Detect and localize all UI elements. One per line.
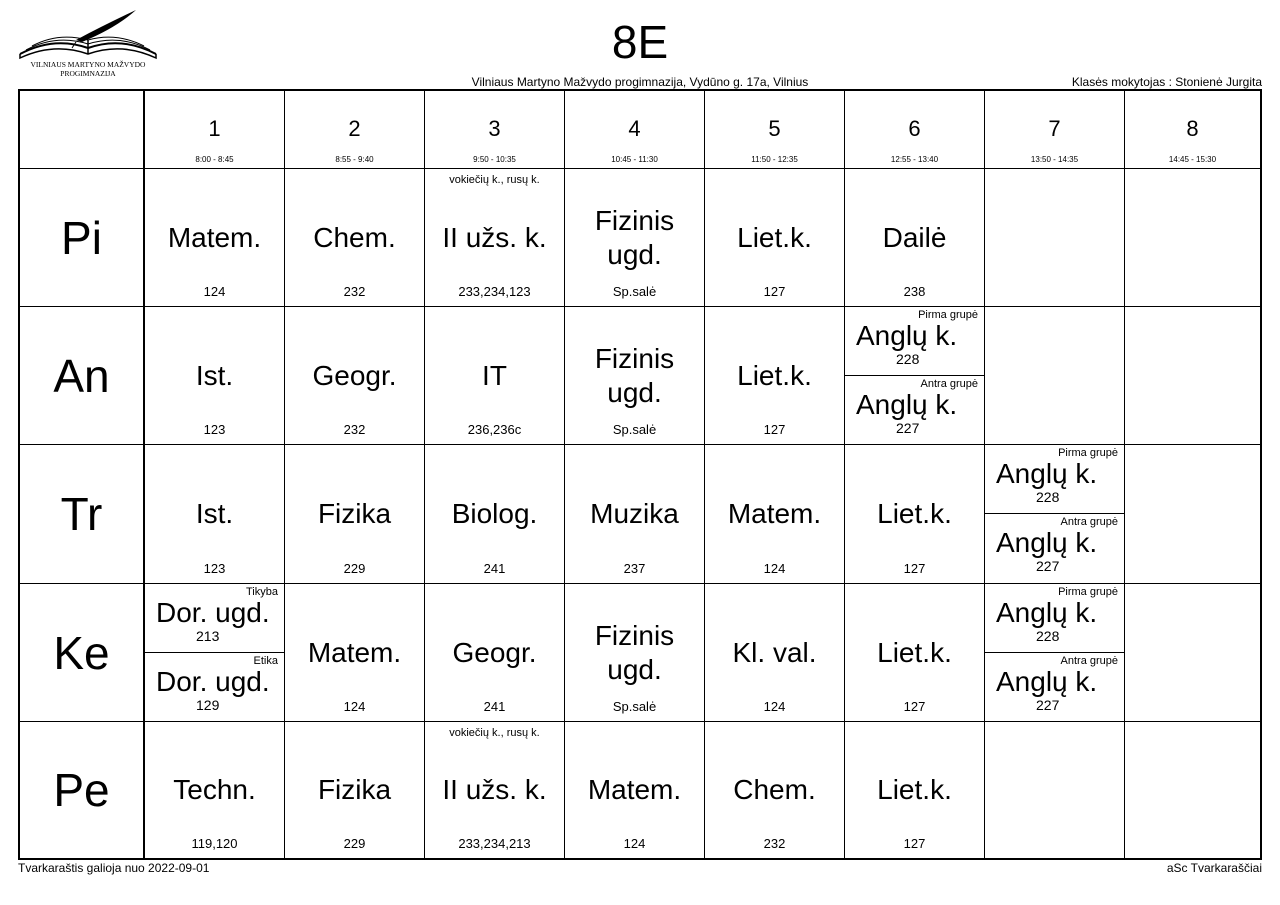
empty-cell [985,169,1125,307]
lesson-cell [565,445,705,584]
empty-cell [1125,445,1260,584]
room-number: 123 [203,422,226,437]
subject-name: Techn. [173,774,256,805]
subject-name: Chem. [733,774,816,805]
room-number: 241 [483,699,506,714]
room-number: 124 [203,284,226,299]
room-number: 227 [1036,558,1060,574]
room-number: 127 [903,836,926,851]
subject-name: Liet.k. [877,636,952,668]
room-number: 241 [483,561,506,576]
room-number: 129 [196,696,220,713]
room-number: 127 [763,284,786,299]
period-number: 1 [208,116,221,141]
subject-name: Liet.k. [737,221,812,253]
room-number: Sp.salė [612,422,657,437]
period-time: 14:45 - 15:30 [1168,155,1217,164]
subject-name: Ist. [195,498,234,529]
room-number: 213 [196,628,220,644]
day-label-cell [20,307,145,445]
subject-name: Fizinis ugd. [594,619,675,685]
lesson-note: vokiečių k., rusų k. [449,174,540,186]
lesson-cell [425,722,565,858]
valid-from-note: Tvarkaraštis galioja nuo 2022-09-01 [18,861,210,875]
period-time: 12:55 - 13:40 [890,155,939,164]
subject-name: Liet.k. [877,498,952,529]
group-name: Pirma grupė [1058,447,1118,459]
room-number: 123 [203,561,226,576]
lesson-cell [285,584,425,722]
subject-name: Matem. [587,774,682,805]
group-name: Tikyba [246,586,278,598]
room-number: 237 [623,561,646,576]
subject-name: Fizinis ugd. [594,342,675,408]
period-time: 11:50 - 12:35 [751,155,798,164]
day-name: An [53,349,110,402]
subject-name: Matem. [307,636,402,668]
empty-cell [1125,584,1260,722]
day-label-cell [20,584,145,722]
lesson-cell [145,307,285,445]
subject-name: Dor. ugd. [156,665,270,697]
subject-name: Geogr. [452,636,537,668]
timetable-grid [18,89,1262,860]
room-number: 232 [763,836,786,851]
subject-name: Chem. [313,221,396,253]
period-time: 13:50 - 14:35 [1030,155,1079,164]
lesson-cell [705,307,845,445]
room-number: Sp.salė [612,699,657,714]
period-number: 3 [488,116,501,141]
room-number: 127 [903,561,926,576]
subject-name: Ist. [195,359,234,391]
period-number: 6 [908,116,921,141]
period-time: 9:50 - 10:35 [473,155,516,164]
day-name: Pi [61,211,102,264]
lesson-cell-split [845,307,985,445]
period-header [565,91,705,169]
group-lesson [985,445,1124,514]
day-name: Ke [53,626,110,679]
empty-cell [985,307,1125,445]
subject-name: Matem. [167,221,262,253]
class-teacher-info: Klasės mokytojas : Stonienė Jurgita [1071,75,1262,89]
lesson-cell-split [985,584,1125,722]
period-header [1125,91,1260,169]
corner-cell [20,91,145,169]
lesson-cell [425,584,565,722]
period-header [845,91,985,169]
empty-cell [1125,169,1260,307]
lesson-cell [565,307,705,445]
software-credit: aSc Tvarkaraščiai [1166,861,1262,875]
class-title: 8E [611,16,669,68]
room-number: Sp.salė [612,284,657,299]
subject-name: Liet.k. [737,359,812,391]
subject-name: Dailė [882,221,947,253]
lesson-cell [845,169,985,307]
period-time: 10:45 - 11:30 [611,155,658,164]
lesson-cell [845,584,985,722]
subject-name: Kl. val. [732,636,817,668]
room-number: 233,234,213 [458,836,531,851]
subject-name: Anglų k. [996,458,1098,489]
room-number: 124 [763,561,786,576]
room-number: 227 [1036,696,1060,713]
group-lesson [985,514,1124,583]
subject-name: Anglų k. [996,597,1098,628]
period-number: 5 [768,116,781,141]
lesson-cell [705,445,845,584]
room-number: 233,234,123 [458,284,531,299]
lesson-cell [565,169,705,307]
subject-name: Anglų k. [856,320,958,351]
room-number: 236,236c [467,422,522,437]
lesson-cell [565,584,705,722]
subject-name: Dor. ugd. [156,597,270,628]
period-header [985,91,1125,169]
lesson-cell [145,169,285,307]
lesson-cell [145,722,285,858]
day-name: Tr [60,488,103,540]
lesson-cell [565,722,705,858]
group-name: Antra grupė [1060,654,1118,667]
room-number: 228 [1036,489,1060,505]
room-number: 232 [343,422,366,437]
group-name: Antra grupė [920,377,978,390]
lesson-cell [705,584,845,722]
room-number: 119,120 [191,836,238,851]
logo-text-line2: PROGIMNAZIJA [60,69,116,78]
group-lesson [845,376,984,445]
room-number: 227 [896,419,920,436]
group-name: Pirma grupė [918,309,978,321]
lesson-cell [285,445,425,584]
room-number: 238 [903,284,926,299]
logo-text-line1: VILNIAUS MARTYNO MAŽVYDO [30,60,146,69]
subject-name: IT [482,359,507,391]
subject-name: Geogr. [312,359,397,391]
lesson-cell-split [145,584,285,722]
group-lesson [985,653,1124,722]
day-label-cell [20,722,145,858]
room-number: 228 [896,351,920,367]
group-name: Pirma grupė [1058,586,1118,598]
lesson-note: vokiečių k., rusų k. [449,727,540,739]
group-name: Antra grupė [1060,516,1118,528]
period-header [705,91,845,169]
empty-cell [985,722,1125,858]
subject-name: Muzika [590,498,679,529]
lesson-cell [145,445,285,584]
day-name: Pe [53,764,110,816]
period-time: 8:00 - 8:45 [195,155,234,164]
lesson-cell [705,722,845,858]
room-number: 124 [763,699,786,714]
group-lesson [845,307,984,376]
subject-name: Anglų k. [856,388,958,420]
subject-name: Fizinis ugd. [594,204,675,270]
period-number: 4 [628,116,641,141]
subject-name: Liet.k. [877,774,952,805]
period-header [425,91,565,169]
lesson-cell [425,445,565,584]
lesson-cell [425,169,565,307]
room-number: 228 [1036,628,1060,644]
room-number: 229 [343,836,366,851]
subject-name: Anglų k. [996,665,1098,697]
group-lesson [985,584,1124,653]
lesson-cell [285,307,425,445]
room-number: 229 [343,561,366,576]
lesson-cell [285,169,425,307]
lesson-cell [425,307,565,445]
period-header [145,91,285,169]
period-number: 2 [348,116,361,141]
subject-name: Anglų k. [996,527,1098,558]
period-time: 8:55 - 9:40 [335,155,374,164]
empty-cell [1125,722,1260,858]
room-number: 124 [623,836,646,851]
day-label-cell [20,445,145,584]
room-number: 232 [343,284,366,299]
group-lesson [145,653,284,722]
lesson-cell [285,722,425,858]
subject-name: Fizika [317,774,392,805]
day-label-cell [20,169,145,307]
lesson-cell [705,169,845,307]
room-number: 124 [343,699,366,714]
group-name: Etika [253,654,278,667]
room-number: 127 [763,422,786,437]
lesson-cell [845,722,985,858]
subject-name: II užs. k. [442,774,547,805]
period-number: 8 [1186,116,1199,141]
subject-name: II užs. k. [442,221,547,253]
subject-name: Matem. [727,498,822,529]
room-number: 127 [903,699,926,714]
subject-name: Biolog. [451,498,538,529]
school-info: Vilniaus Martyno Mažvydo progimnazija, Vydūno g. 17a, Vilnius [471,75,809,89]
lesson-cell [845,445,985,584]
group-lesson [145,584,284,653]
period-header [285,91,425,169]
lesson-cell-split [985,445,1125,584]
subject-name: Fizika [317,498,392,529]
period-number: 7 [1048,116,1061,141]
empty-cell [1125,307,1260,445]
